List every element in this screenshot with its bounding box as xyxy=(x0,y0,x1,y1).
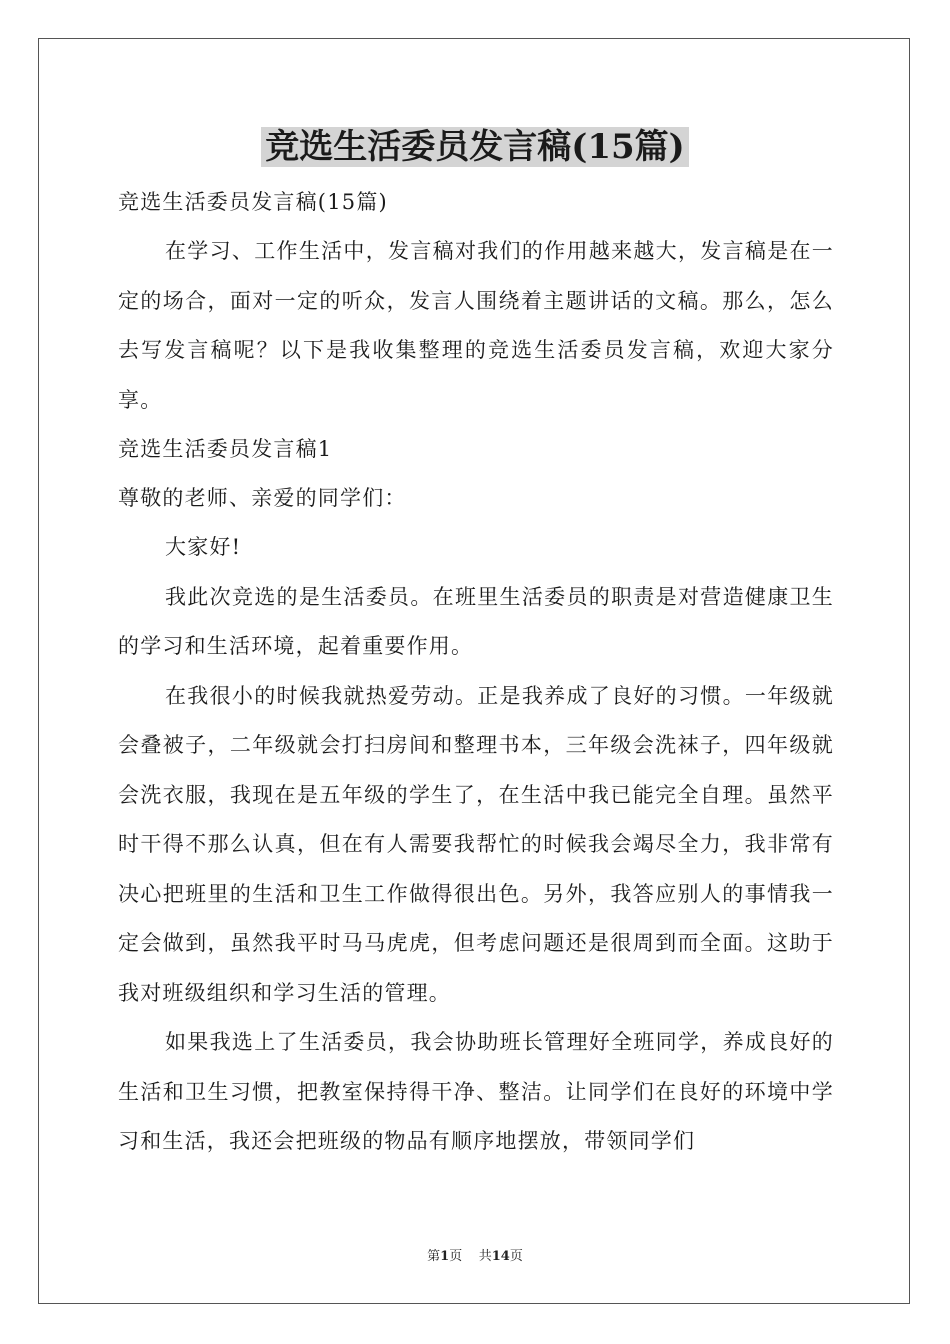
section-heading: 竞选生活委员发言稿1 xyxy=(118,437,333,461)
greeting: 大家好! xyxy=(165,535,242,559)
total-pages: 14 xyxy=(491,1249,510,1264)
total-suffix: 页 xyxy=(509,1249,523,1264)
document-subtitle: 竞选生活委员发言稿(15篇) xyxy=(118,190,388,214)
body-paragraph-2: 在我很小的时候我就热爱劳动。正是我养成了良好的习惯。一年级就会叠被子，二年级就会打扫房间和整理书本，三年级会洗袜子，四年级就会洗衣服，我现在是五年级的学生了，在生活中我已能完全自理。虽然平时干得不那么认真，但在有人需要我帮忙的时候我会竭尽全力，我非常有决心把班里的生活和卫生工作做得很出色。另外，我答应别人的事情我一定会做到，虽然我平时马马虎虎，但考虑问题还是很周到而全面。这助于我对班级组织和学习生活的管理。 xyxy=(118,683,834,1005)
body-paragraph-1: 我此次竞选的是生活委员。在班里生活委员的职责是对营造健康卫生的学习和生活环境，起着重要作用。 xyxy=(118,584,834,658)
total-prefix: 共 xyxy=(478,1249,492,1264)
page-suffix: 页 xyxy=(449,1249,463,1264)
page-footer xyxy=(0,1248,950,1266)
page-number: 1 xyxy=(440,1249,450,1264)
intro-paragraph: 在学习、工作生活中，发言稿对我们的作用越来越大，发言稿是在一定的场合，面对一定的听众，发言人围绕着主题讲话的文稿。那么，怎么去写发言稿呢？以下是我收集整理的竞选生活委员发言稿，欢迎大家分享。 xyxy=(118,239,834,412)
document-body xyxy=(118,178,834,1167)
body-paragraph-3: 如果我选上了生活委员，我会协助班长管理好全班同学，养成良好的生活和卫生习惯，把教室保持得干净、整洁。让同学们在良好的环境中学习和生活，我还会把班级的物品有顺序地摆放，带领同学们 xyxy=(118,1030,834,1153)
document-title xyxy=(0,124,950,170)
page-prefix: 第 xyxy=(427,1249,441,1264)
salutation: 尊敬的老师、亲爱的同学们： xyxy=(118,486,407,510)
document-title-text: 竞选生活委员发言稿(15篇) xyxy=(261,127,689,167)
